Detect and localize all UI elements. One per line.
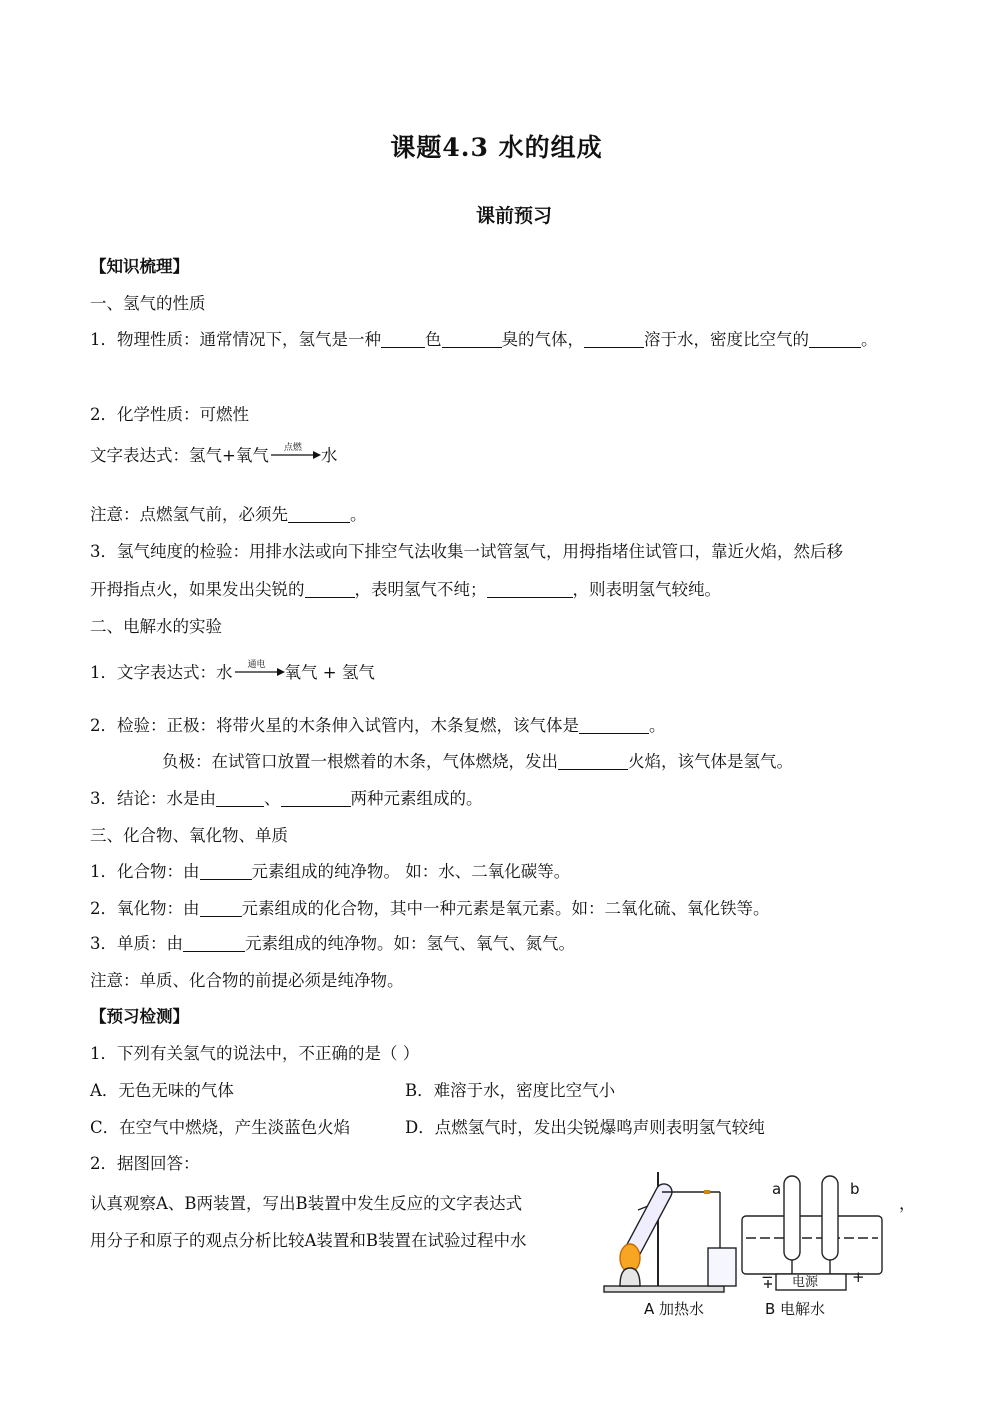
- flame-color-blank[interactable]: [558, 753, 628, 770]
- text: 文字表达式：氢气+氧气: [90, 446, 269, 465]
- question2-line1-end: ，: [899, 1194, 916, 1213]
- chemical-properties: 2．化学性质：可燃性: [90, 405, 249, 424]
- tube-b-label: b: [850, 1180, 860, 1198]
- purity-test-line2: [90, 579, 721, 601]
- text: 开拇指点火，如果发出尖锐的: [90, 580, 305, 599]
- page-subtitle: 课前预习: [475, 205, 552, 227]
- cathode-test: [162, 751, 793, 773]
- question1-stem: 1．下列有关氢气的说法中，不正确的是（ ）: [90, 1044, 420, 1063]
- sound-blank[interactable]: [305, 581, 355, 598]
- text: 3．单质：由: [90, 934, 183, 953]
- element1-blank[interactable]: [216, 790, 264, 807]
- text: 1．化合物：由: [90, 862, 200, 881]
- text: ，表明氢气不纯；: [354, 580, 487, 599]
- caption-a: A 加热水: [644, 1300, 705, 1318]
- text: 元素组成的纯净物。 如：水、二氧化碳等。: [251, 862, 571, 881]
- text: 溶于水，密度比空气的: [644, 330, 809, 349]
- text: 1．物理性质：通常情况下，氢气是一种: [90, 330, 381, 349]
- heating-apparatus-a: [604, 1172, 736, 1292]
- part3-title: 三、化合物、氧化物、单质: [90, 826, 288, 845]
- substance-note: 注意：单质、化合物的前提必须是纯净物。: [90, 971, 404, 990]
- purity-test-line1: 3．氢气纯度的检验：用排水法或向下排空气法收集一试管氢气，用拇指堵住试管口，靠近火焰，然后移: [90, 542, 843, 561]
- element2-blank[interactable]: [281, 790, 351, 807]
- text: 2．检验：正极：将带火星的木条伸入试管内，木条复燃，该气体是: [90, 716, 579, 735]
- text: 1．文字表达式：: [90, 663, 216, 682]
- conclusion: [90, 788, 483, 810]
- text: 注意：点燃氢气前，必须先: [90, 505, 288, 524]
- solubility-blank[interactable]: [584, 331, 644, 348]
- word-equation-electrolysis: [90, 660, 375, 684]
- text: 氧气 + 氢气: [284, 663, 375, 682]
- text: 2．氧化物：由: [90, 899, 200, 918]
- density-blank[interactable]: [809, 331, 861, 348]
- text: 3．结论：水是由: [90, 789, 216, 808]
- question1-options-row2: [90, 1117, 765, 1139]
- word-equation-combustion: [90, 443, 337, 467]
- text: 。: [861, 330, 878, 349]
- option-d[interactable]: D．点燃氢气时，发出尖锐爆鸣声则表明氢气较纯: [405, 1118, 765, 1137]
- text: 。: [649, 716, 666, 735]
- power-source-label: 电源: [792, 1275, 819, 1290]
- text: 火焰，该气体是氢气。: [628, 752, 793, 771]
- option-b[interactable]: B．难溶于水，密度比空气小: [405, 1081, 616, 1100]
- option-c[interactable]: C．在空气中燃烧，产生淡蓝色火焰: [90, 1118, 351, 1137]
- tube-a-label: a: [772, 1180, 782, 1198]
- compound-blank[interactable]: [200, 863, 252, 880]
- anode-test: [90, 715, 666, 737]
- text: 两种元素组成的。: [350, 789, 483, 808]
- element-definition: [90, 933, 575, 955]
- text: 水: [216, 663, 233, 682]
- text: 负极：在试管口放置一根燃着的木条，气体燃烧，发出: [162, 752, 558, 771]
- part1-title: 一、氢气的性质: [90, 294, 206, 313]
- arrow-condition: 通电: [247, 660, 266, 670]
- color-blank[interactable]: [381, 331, 425, 348]
- element-blank[interactable]: [183, 935, 245, 952]
- caption-b: B 电解水: [765, 1300, 826, 1318]
- arrow-condition: 点燃: [283, 443, 302, 453]
- option-a[interactable]: A．无色无味的气体: [90, 1081, 234, 1100]
- compound-definition: [90, 861, 570, 883]
- question2-line1: [90, 1193, 522, 1215]
- text: 。: [350, 505, 367, 524]
- apparatus-figure: [600, 1162, 900, 1327]
- text: 臭的气体，: [501, 330, 584, 349]
- text: 色: [425, 330, 442, 349]
- reaction-arrow: [233, 660, 285, 682]
- arrow-icon: [233, 660, 285, 682]
- text: 元素组成的纯净物。如：氢气、氧气、氮气。: [245, 934, 575, 953]
- negative-terminal-label: −: [761, 1268, 774, 1286]
- reaction-arrow: [269, 443, 321, 465]
- preview-test-heading: 【预习检测】: [90, 1007, 189, 1026]
- arrow-icon: [269, 443, 321, 465]
- physical-properties: [90, 329, 878, 351]
- question2-stem: 2．据图回答：: [90, 1154, 200, 1173]
- question1-options-row1: [90, 1080, 616, 1102]
- text: 水: [320, 446, 338, 465]
- text: 认真观察A、B两装置，写出B装置中发生反应的文字表达式: [90, 1194, 523, 1213]
- ignition-note: [90, 504, 367, 526]
- odor-blank[interactable]: [442, 331, 502, 348]
- pure-sound-blank[interactable]: [487, 581, 573, 598]
- text: ，则表明氢气较纯。: [572, 580, 721, 599]
- oxide-blank[interactable]: [200, 900, 242, 917]
- part2-title: 二、电解水的实验: [90, 617, 222, 636]
- anode-gas-blank[interactable]: [579, 717, 649, 734]
- text: 、: [264, 789, 281, 808]
- purity-check-blank[interactable]: [288, 506, 350, 523]
- positive-terminal-label: +: [852, 1268, 865, 1286]
- oxide-definition: [90, 898, 770, 920]
- text: 元素组成的化合物，其中一种元素是氧元素。如：二氧化硫、氧化铁等。: [241, 899, 770, 918]
- question2-line2: 用分子和原子的观点分析比较A装置和B装置在试验过程中水: [90, 1231, 527, 1250]
- knowledge-heading: 【知识梳理】: [90, 257, 189, 276]
- page-title: 课题4.3 水的组成: [390, 133, 603, 162]
